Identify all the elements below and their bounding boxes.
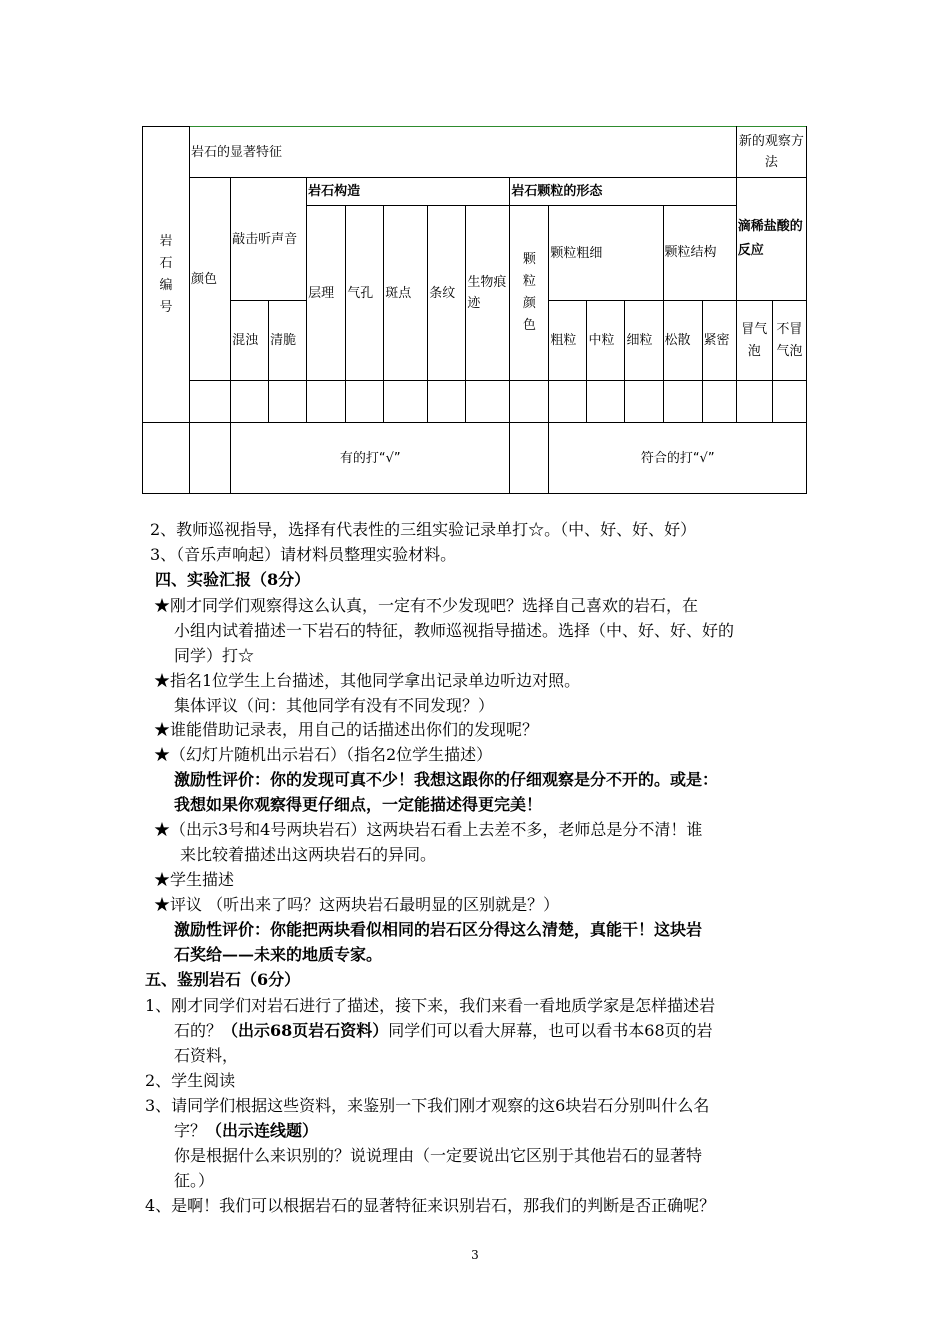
col-coarse: 粗粒 <box>549 301 587 381</box>
blank-cell <box>772 381 806 423</box>
numbered-item-2: 2、学生阅读 <box>145 1071 236 1090</box>
paragraph-2: 2、教师巡视指导，选择有代表性的三组实验记录单打☆。（中、好、好、好） <box>150 520 697 539</box>
blank-cell <box>346 381 384 423</box>
col-stripes: 条纹 <box>428 206 466 381</box>
col-layering: 层理 <box>307 206 346 381</box>
numbered-item-3-cont: 征。） <box>174 1171 215 1190</box>
blank-cell <box>702 381 736 423</box>
structure-header: 岩石构造 <box>307 178 510 206</box>
blank-cell <box>510 381 549 423</box>
page-number: 3 <box>471 1248 479 1262</box>
rock-id-header: 岩石编号 <box>143 127 190 423</box>
blank-cell <box>587 381 625 423</box>
col-medium: 中粒 <box>587 301 625 381</box>
particle-structure-header: 颗粒结构 <box>663 206 736 301</box>
blank-cell <box>269 381 307 423</box>
encouragement-1: 激励性评价：你的发现可真不少！我想这跟你的仔细观察是分不开的。或是： <box>174 770 719 789</box>
col-bubbles: 冒气泡 <box>736 301 772 381</box>
blank-cell <box>663 381 702 423</box>
col-fine: 细粒 <box>625 301 663 381</box>
particle-header: 岩石颗粒的形态 <box>510 178 736 206</box>
blank-cell <box>231 381 269 423</box>
blank-cell <box>549 381 587 423</box>
numbered-item-3-cont: 字？（出示连线题） <box>174 1121 319 1140</box>
section-heading-5: 五、鉴别岩石（6分） <box>145 970 301 989</box>
new-method-header: 新的观察方法 <box>736 127 806 178</box>
encouragement-1-cont: 我想如果你观察得更仔细点，一定能描述得更完美！ <box>174 795 543 814</box>
knock-header: 敲击听声音 <box>231 178 307 301</box>
blank-cell <box>736 381 772 423</box>
encouragement-2: 激励性评价：你能把两块看似相同的岩石区分得这么清楚，真能干！这块岩 <box>174 920 703 939</box>
note-checked-if-matching: 符合的打“√” <box>549 423 807 494</box>
numbered-item-4: 4、是啊！我们可以根据岩石的显著特征来识别岩石，那我们的判断是否正确呢？ <box>145 1196 716 1215</box>
section-heading-4: 四、实验汇报（8分） <box>155 570 311 589</box>
star-item-1-cont: 同学）打☆ <box>174 646 255 665</box>
numbered-item-1-cont: 石资料， <box>174 1046 239 1065</box>
star-item-1-cont: 小组内试着描述一下岩石的特征，教师巡视指导描述。选择（中、好、好、好的 <box>174 621 735 640</box>
numbered-item-3: 3、请同学们根据这些资料，来鉴别一下我们刚才观察的这6块岩石分别叫什么名 <box>145 1096 710 1115</box>
particle-color-header: 颗粒颜色 <box>510 206 549 381</box>
star-item-4: ★（幻灯片随机出示岩石）（指名2位学生描述） <box>154 745 493 764</box>
star-item-7: ★评议 （听出来了吗？这两块岩石最明显的区别就是？） <box>154 895 560 914</box>
blank-cell <box>307 381 346 423</box>
encouragement-2-cont: 石奖给——未来的地质专家。 <box>174 945 383 964</box>
paragraph-3: 3、（音乐声响起）请材料员整理实验材料。 <box>150 545 457 564</box>
col-crisp-sound: 清脆 <box>269 301 307 381</box>
blank-cell <box>190 381 231 423</box>
blank-cell <box>625 381 663 423</box>
numbered-item-1: 1、刚才同学们对岩石进行了描述，接下来，我们来看一看地质学家是怎样描述岩 <box>145 996 716 1015</box>
blank-cell <box>428 381 466 423</box>
star-item-1: ★刚才同学们观察得这么认真，一定有不少发现吧？选择自己喜欢的岩石，在 <box>154 596 699 615</box>
features-header: 岩石的显著特征 <box>190 127 737 178</box>
numbered-item-3-cont: 你是根据什么来识别的？说说理由（一定要说出它区别于其他岩石的显著特 <box>174 1146 703 1165</box>
col-dull-sound: 混浊 <box>231 301 269 381</box>
col-dense: 紧密 <box>702 301 736 381</box>
blank-cell <box>143 423 190 494</box>
col-spots: 斑点 <box>384 206 428 381</box>
blank-cell <box>510 423 549 494</box>
blank-cell <box>466 381 510 423</box>
col-pores: 气孔 <box>346 206 384 381</box>
col-fossil-traces: 生物痕迹 <box>466 206 510 381</box>
rock-observation-table <box>142 126 807 494</box>
star-item-6: ★学生描述 <box>154 870 235 889</box>
star-item-5: ★（出示3号和4号两块岩石）这两块岩石看上去差不多，老师总是分不清！谁 <box>154 820 703 839</box>
star-item-3: ★谁能借助记录表，用自己的话描述出你们的发现呢？ <box>154 720 539 739</box>
blank-cell <box>190 423 231 494</box>
particle-size-header: 颗粒粗细 <box>549 206 663 301</box>
star-item-5-cont: 来比较着描述出这两块岩石的异同。 <box>180 845 437 864</box>
acid-reaction-header: 滴稀盐酸的反应 <box>736 178 806 301</box>
star-item-2-cont: 集体评议（问：其他同学有没有不同发现？） <box>174 696 495 715</box>
blank-cell <box>384 381 428 423</box>
note-checked-if-present: 有的打“√” <box>231 423 510 494</box>
col-no-bubbles: 不冒气泡 <box>772 301 806 381</box>
star-item-2: ★指名1位学生上台描述，其他同学拿出记录单边听边对照。 <box>154 671 581 690</box>
col-loose: 松散 <box>663 301 702 381</box>
numbered-item-1-cont: 石的？（出示68页岩石资料）同学们可以看大屏幕，也可以看书本68页的岩 <box>174 1021 713 1040</box>
color-header: 颜色 <box>190 178 231 381</box>
